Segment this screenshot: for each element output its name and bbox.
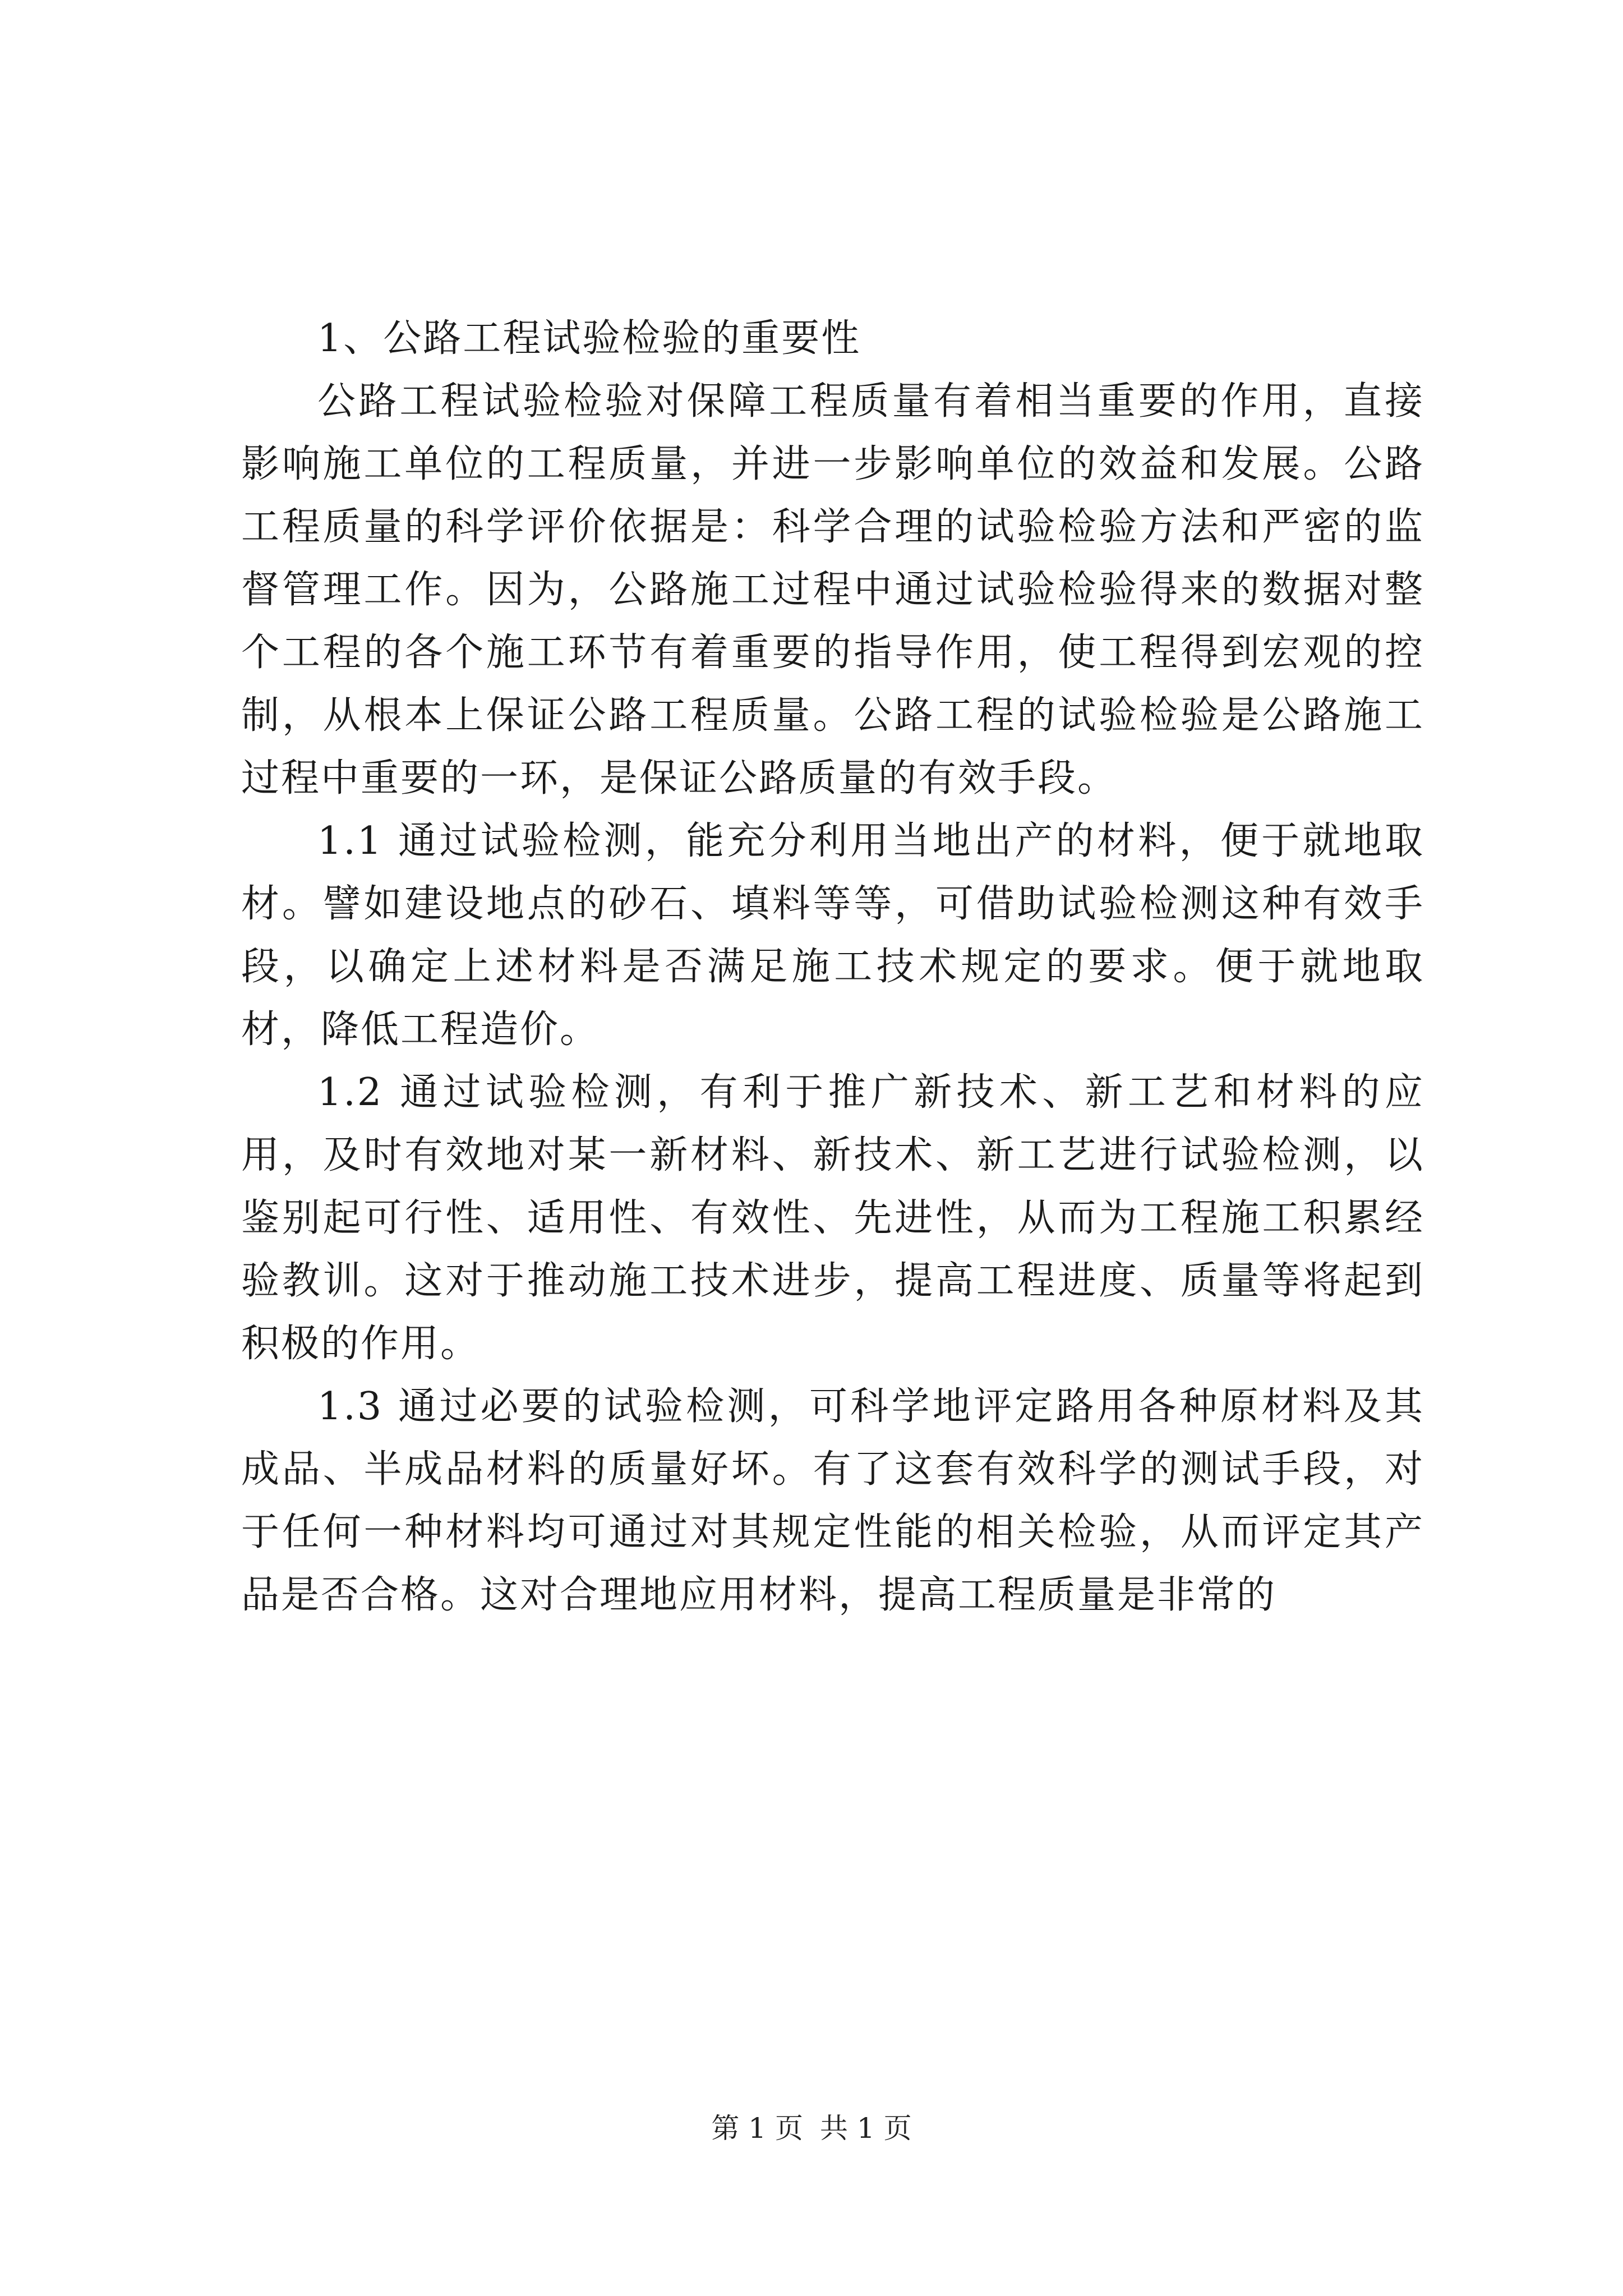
page-total: 共 1 页	[820, 2112, 912, 2145]
section-heading: 1、公路工程试验检验的重要性	[317, 316, 861, 361]
paragraph-1-3: 1.3 通过必要的试验检测，可科学地评定路用各种原材料及其成品、半成品材料的质量好坏。有了这套有效科学的测试手段，对于任何一种材料均可通过对其规定性能的相关检验，从而评定其产品是否合格。这对合理地应用材料，提高工程质量是非常的	[241, 1384, 1424, 1617]
page-number: 第 1 页	[711, 2112, 803, 2145]
paragraph-1-2: 1.2 通过试验检测，有利于推广新技术、新工艺和材料的应用，及时有效地对某一新材料、新技术、新工艺进行试验检测，以鉴别起可行性、适用性、有效性、先进性，从而为工程施工积累经验教训。这对于推动施工技术进步，提高工程进度、质量等将起到积极的作用。	[241, 1070, 1424, 1366]
document-body	[241, 307, 1424, 1627]
paragraph-importance: 公路工程试验检验对保障工程质量有着相当重要的作用，直接影响施工单位的工程质量，并进一步影响单位的效益和发展。公路工程质量的科学评价依据是：科学合理的试验检验方法和严密的监督管理工作。因为，公路施工过程中通过试验检验得来的数据对整个工程的各个施工环节有着重要的指导作用，使工程得到宏观的控制，从根本上保证公路工程质量。公路工程的试验检验是公路施工过程中重要的一环，是保证公路质量的有效手段。	[241, 379, 1424, 800]
page-footer	[0, 2111, 1623, 2145]
paragraph-1-1: 1.1 通过试验检测，能充分利用当地出产的材料，便于就地取材。譬如建设地点的砂石、填料等等，可借助试验检测这种有效手段，以确定上述材料是否满足施工技术规定的要求。便于就地取材，降低工程造价。	[241, 819, 1424, 1052]
